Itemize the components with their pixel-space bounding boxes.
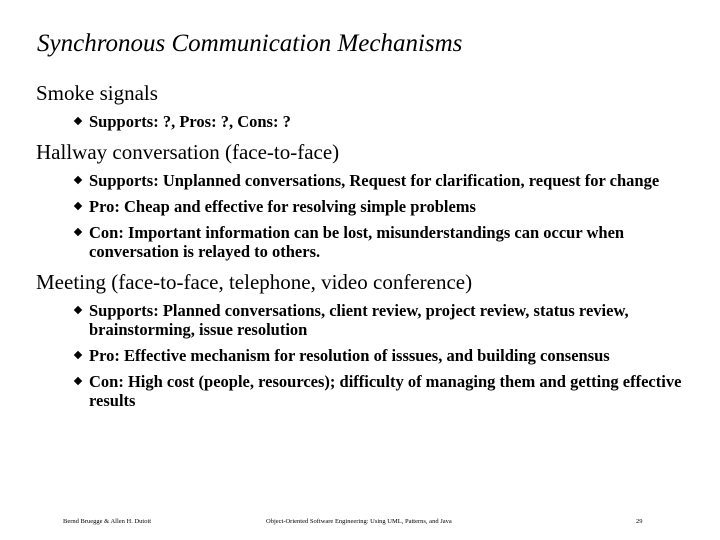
- bullet-list: [36, 301, 696, 410]
- section-heading-main: Smoke signals: [36, 81, 158, 105]
- diamond-bullet-icon: [74, 377, 82, 385]
- section-heading: [36, 80, 696, 106]
- diamond-bullet-icon: [74, 176, 82, 184]
- bullet-list: [36, 171, 696, 261]
- bullet-text: Supports: ?, Pros: ?, Cons: ?: [89, 112, 291, 131]
- footer-authors: Bernd Bruegge & Allen H. Dutoit: [63, 518, 152, 525]
- bullet-text: Pro: Cheap and effective for resolving simple problems: [89, 197, 476, 216]
- bullet-item: [36, 171, 696, 190]
- bullet-item: [36, 301, 696, 339]
- bullet-item: [36, 197, 696, 216]
- section-meeting: [36, 269, 696, 410]
- section-heading-main: Hallway conversation: [36, 140, 220, 164]
- diamond-bullet-icon: [74, 351, 82, 359]
- diamond-bullet-icon: [74, 202, 82, 210]
- slide-content: [36, 80, 696, 418]
- diamond-bullet-icon: [74, 117, 82, 125]
- slide-title: Synchronous Communication Mechanisms: [37, 30, 463, 57]
- bullet-item: [36, 223, 696, 261]
- bullet-text: Supports: Unplanned conversations, Request for clarification, request for change: [89, 171, 660, 190]
- bullet-text: Supports: Planned conversations, client review, project review, status review, brainstorming, issue resolution: [89, 301, 629, 339]
- footer-book-title: Object-Oriented Software Engineering: Using UML, Patterns, and Java: [266, 518, 452, 525]
- section-hallway-conversation: [36, 139, 696, 261]
- bullet-text: Pro: Effective mechanism for resolution of isssues, and building consensus: [89, 346, 610, 365]
- bullet-list: [36, 112, 696, 131]
- section-smoke-signals: [36, 80, 696, 131]
- bullet-text: Con: Important information can be lost, misunderstandings can occur when conversation is relayed to others.: [89, 223, 625, 261]
- diamond-bullet-icon: [74, 306, 82, 314]
- bullet-item: [36, 112, 696, 131]
- section-heading: [36, 269, 696, 295]
- bullet-item: [36, 372, 696, 410]
- section-heading-suffix: (face-to-face, telephone, video conference): [105, 270, 473, 294]
- section-heading: [36, 139, 696, 165]
- footer-page-number: 29: [636, 518, 643, 525]
- section-heading-suffix: (face-to-face): [219, 140, 340, 164]
- section-heading-main: Meeting: [36, 270, 106, 294]
- diamond-bullet-icon: [74, 228, 82, 236]
- bullet-text: Con: High cost (people, resources); difficulty of managing them and getting effective results: [89, 372, 682, 410]
- bullet-item: [36, 346, 696, 365]
